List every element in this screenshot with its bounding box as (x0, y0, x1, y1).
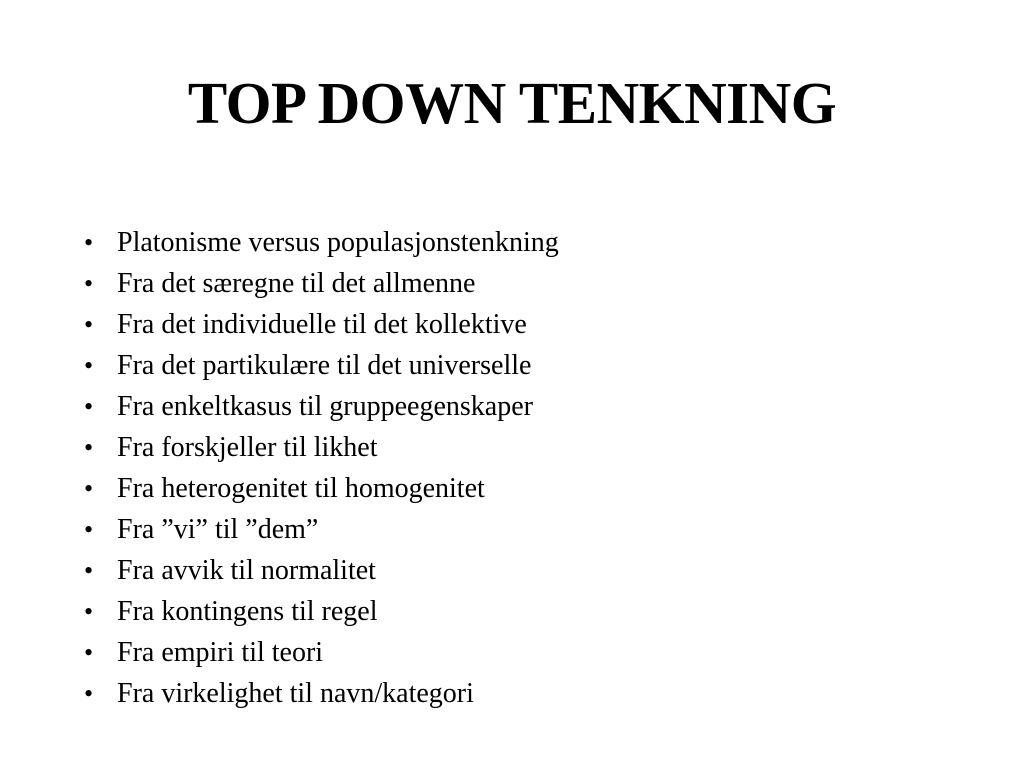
bullet-icon: • (84, 638, 94, 667)
bullet-icon: • (84, 679, 94, 708)
bullet-text: Fra enkeltkasus til gruppeegenskaper (117, 391, 533, 422)
bullet-text: Fra virkelighet til navn/kategori (117, 678, 474, 709)
bullet-text: Fra avvik til normalitet (117, 555, 376, 586)
bullet-icon: • (84, 433, 94, 462)
bullet-icon: • (84, 597, 94, 626)
slide-title: TOP DOWN TENKNING (187, 70, 837, 136)
bullet-icon: • (84, 228, 94, 257)
bullet-text: Fra ”vi” til ”dem” (117, 514, 319, 545)
bullet-text: Fra kontingens til regel (117, 596, 378, 627)
bullet-text: Fra det partikulære til det universelle (117, 350, 532, 381)
bullet-text: Fra empiri til teori (117, 637, 324, 668)
bullet-icon: • (84, 515, 94, 544)
bullet-text: Platonisme versus populasjonstenkning (117, 227, 559, 258)
bullet-text: Fra forskjeller til likhet (117, 432, 378, 463)
bullet-icon: • (84, 474, 94, 503)
bullet-text: Fra heterogenitet til homogenitet (117, 473, 485, 504)
bullet-icon: • (84, 351, 94, 380)
bullet-icon: • (84, 556, 94, 585)
bullet-icon: • (84, 310, 94, 339)
bullet-icon: • (84, 269, 94, 298)
bullet-text: Fra det særegne til det allmenne (117, 268, 476, 299)
bullet-icon: • (84, 392, 94, 421)
bullet-text: Fra det individuelle til det kollektive (117, 309, 527, 340)
